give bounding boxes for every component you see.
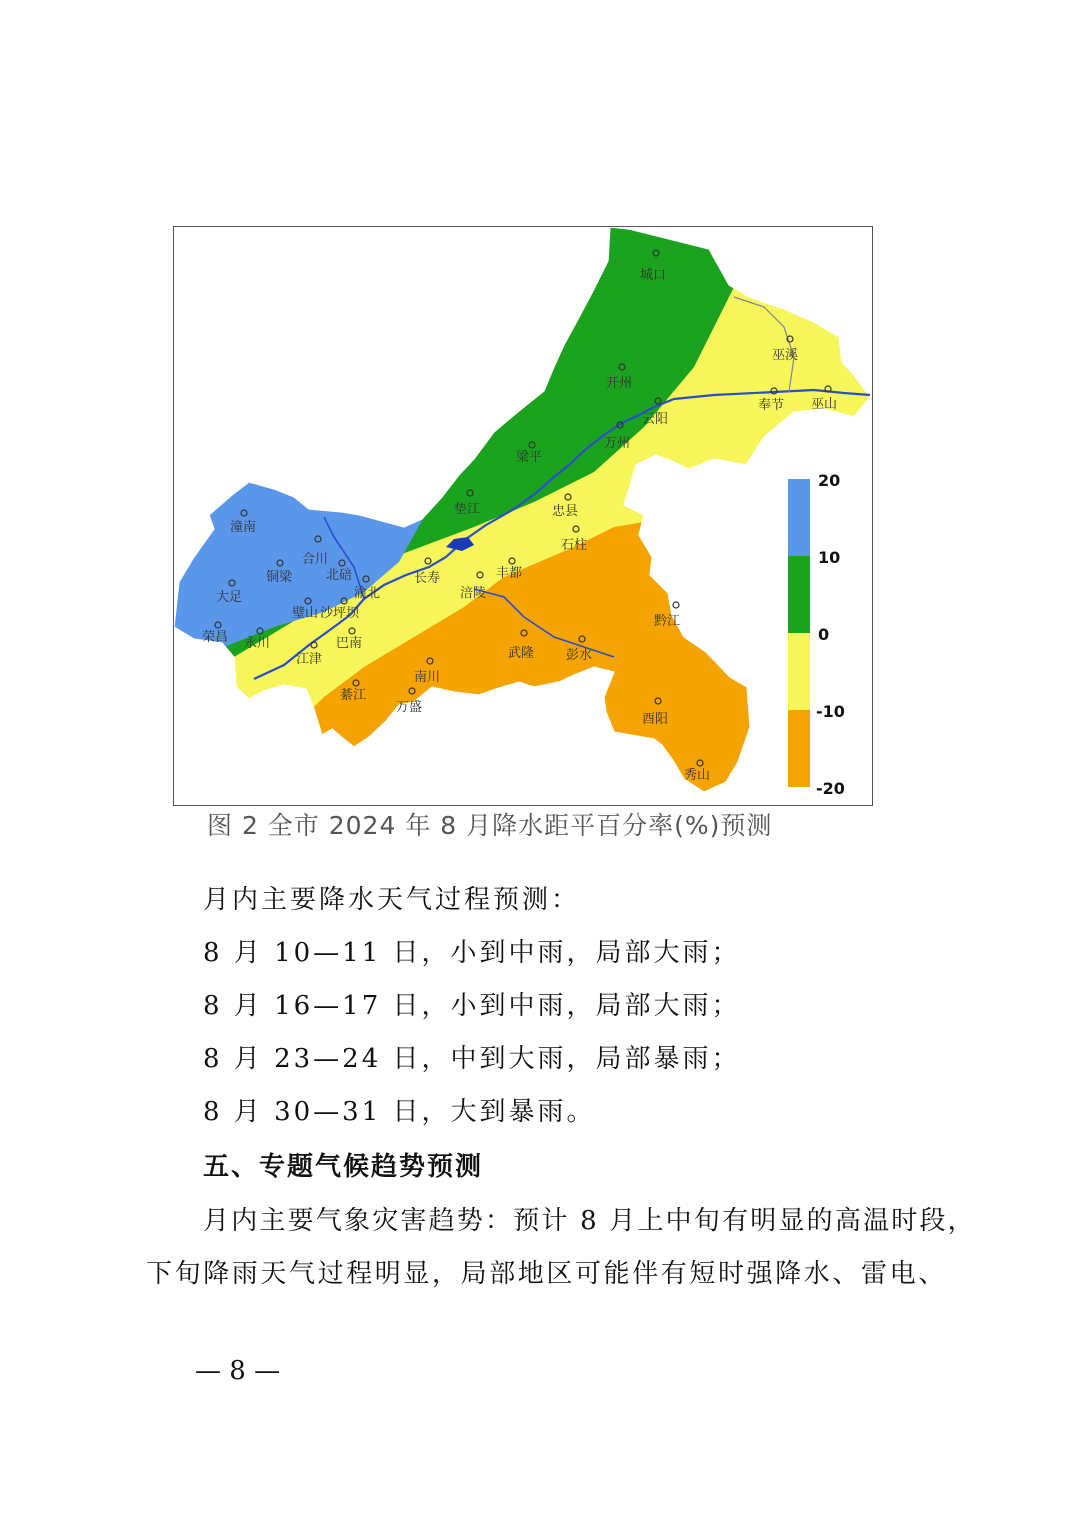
label-fengdu: 丰都 [496, 566, 523, 581]
label-fengjie: 奉节 [758, 398, 785, 413]
label-changshou: 长寿 [414, 571, 441, 586]
event-item: 8 月 16—17 日，小到中雨，局部大雨； [203, 991, 741, 1021]
legend-tick-minus20: -20 [816, 779, 845, 798]
event-item: 8 月 30—31 日，大到暴雨。 [203, 1097, 596, 1127]
color-legend [788, 471, 845, 798]
label-zhongxian: 忠县 [552, 504, 579, 519]
legend-tick-10: 10 [818, 548, 841, 567]
precipitation-anomaly-map-figure [173, 226, 873, 806]
label-dianjiang: 垫江 [454, 502, 481, 517]
label-hechuan: 合川 [302, 552, 329, 567]
label-wanzhou: 万州 [604, 436, 631, 451]
label-wushan: 巫山 [811, 397, 838, 412]
label-jiangjin: 江津 [296, 652, 323, 667]
label-wuxi: 巫溪 [772, 348, 799, 363]
label-pengshui: 彭水 [566, 648, 593, 663]
label-beibei: 北碚 [326, 568, 353, 583]
label-kaizhou: 开州 [606, 376, 633, 391]
anomaly-bands [174, 227, 872, 805]
label-wansheng: 万盛 [396, 700, 423, 715]
figure-caption: 图 2 全市 2024 年 8 月降水距平百分率(%)预测 [207, 811, 773, 840]
marker-qianjiang [673, 602, 679, 608]
label-nanchuan: 南川 [414, 670, 441, 685]
paragraph-line: 下旬降雨天气过程明显，局部地区可能伴有短时强降水、雷电、 [146, 1259, 947, 1289]
section-heading: 五、专题气候趋势预测 [203, 1152, 484, 1182]
label-qijiang: 綦江 [340, 688, 367, 703]
label-bishan: 璧山 [292, 606, 319, 621]
label-yongchuan: 永川 [244, 636, 271, 651]
map-canvas [174, 227, 872, 805]
legend-tick-0: 0 [818, 625, 830, 644]
label-yubei: 渝北 [354, 586, 381, 601]
label-qianjiang: 黔江 [654, 614, 681, 629]
label-liangping: 梁平 [516, 450, 543, 465]
event-item: 8 月 23—24 日，中到大雨，局部暴雨； [203, 1044, 741, 1074]
event-item: 8 月 10—11 日，小到中雨，局部大雨； [203, 938, 741, 968]
label-xiushan: 秀山 [684, 768, 711, 783]
legend-swatch-minus10-0 [788, 633, 810, 710]
label-tongliang: 铜梁 [266, 570, 293, 585]
label-shizhu: 石柱 [561, 538, 588, 553]
label-rongchang: 荣昌 [202, 630, 229, 645]
legend-tick-20: 20 [818, 471, 841, 490]
label-dazu: 大足 [216, 590, 243, 605]
legend-swatch-minus20-minus10 [788, 710, 810, 787]
events-intro: 月内主要降水天气过程预测： [203, 885, 581, 915]
label-fuling: 涪陵 [460, 586, 487, 601]
page-number: — 8 — [195, 1356, 281, 1386]
label-banan: 巴南 [336, 636, 363, 651]
label-chengkou: 城口 [640, 268, 667, 283]
label-tongnan: 潼南 [230, 520, 257, 535]
legend-swatch-0-10 [788, 556, 810, 633]
label-shapingba: 沙坪坝 [320, 606, 360, 621]
paragraph-line: 月内主要气象灾害趋势：预计 8 月上中旬有明显的高温时段， [203, 1206, 976, 1236]
label-youyang: 酉阳 [642, 712, 669, 727]
legend-swatch-10-20 [788, 479, 810, 556]
label-wulong: 武隆 [508, 646, 535, 661]
legend-tick-minus10: -10 [816, 702, 845, 721]
label-yunyang: 云阳 [642, 412, 669, 427]
